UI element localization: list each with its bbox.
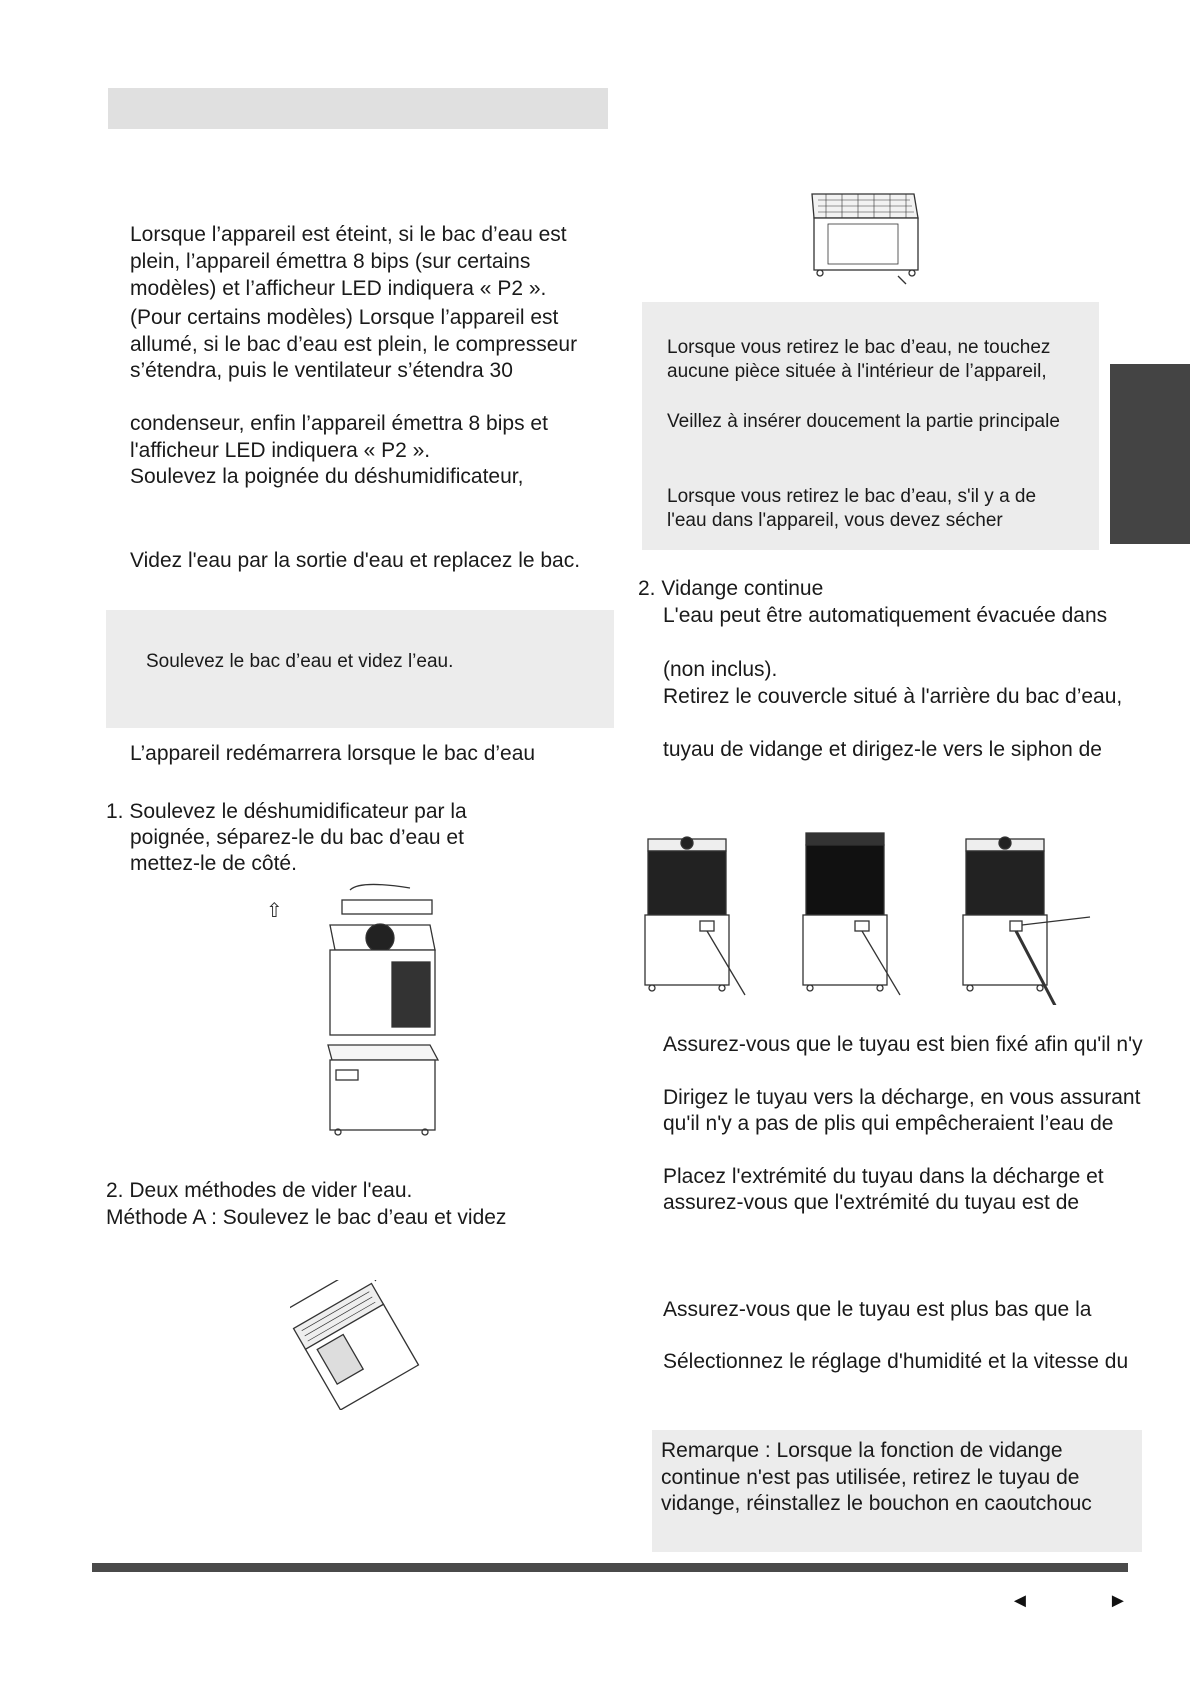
intro-line-2: Soulevez la poignée du déshumidificateur, [130,465,524,488]
step1-line: mettez-le de côté. [130,852,297,875]
step1-line: poignée, séparez-le du bac d’eau et [130,826,464,849]
drain-title: 2. Vidange continue [638,577,824,600]
warning-line: Lorsque vous retirez le bac d’eau, ne touchez [667,337,1051,358]
drain-line: L'eau peut être automatiquement évacuée dans [663,604,1108,627]
hose-line: Assurez-vous que le tuyau est plus bas que la [663,1298,1092,1321]
intro-line: plein, l’appareil émettra 8 bips (sur certains [130,250,531,273]
intro-line: (Pour certains modèles) Lorsque l’appareil est [130,306,559,329]
intro-line: modèles) et l’afficheur LED indiquera « P2 ». [130,277,547,300]
note-box-text: Soulevez le bac d’eau et videz l’eau. [146,651,454,672]
footer-rule [92,1563,1128,1572]
intro-line-2: condenseur, enfin l’appareil émettra 8 bips et [130,412,548,435]
hose-line: qu'il n'y a pas de plis qui empêcheraient l’eau de [663,1112,1114,1135]
tilted-tank-illustration [290,1280,420,1410]
step1-line: 1. Soulevez le déshumidificateur par la [106,800,467,823]
intro-line-2: l'afficheur LED indiquera « P2 ». [130,439,431,462]
warning-line: l'eau dans l'appareil, vous devez sécher [667,510,1003,531]
step2-line: 2. Deux méthodes de vider l'eau. [106,1179,413,1202]
hose-line: Sélectionnez le réglage d'humidité et la vitesse du [663,1350,1129,1373]
hose-line: assurez-vous que l'extrémité du tuyau est de [663,1191,1080,1214]
remark-line: vidange, réinstallez le bouchon en caoutchouc [661,1492,1092,1515]
empty-water-line: Videz l'eau par la sortie d'eau et replacez le bac. [130,549,581,572]
remark-line: Remarque : Lorsque la fonction de vidange [661,1439,1063,1462]
arrow-up-icon: ⇧ [266,900,283,922]
dehumidifier-lift-illustration [320,880,450,1140]
drain-hose-illustrations [640,825,1100,1005]
drain-line: (non inclus). [663,658,778,681]
hose-line: Placez l'extrémité du tuyau dans la décharge et [663,1165,1104,1188]
intro-line: Lorsque l’appareil est éteint, si le bac d’eau est [130,223,567,246]
drain-line: tuyau de vidange et dirigez-le vers le siphon de [663,738,1102,761]
prev-page-icon[interactable]: ◄ [1010,1590,1030,1612]
intro-line: allumé, si le bac d’eau est plein, le compresseur [130,333,578,356]
remark-line: continue n'est pas utilisée, retirez le tuyau de [661,1466,1080,1489]
restart-line: L’appareil redémarrera lorsque le bac d’eau [130,742,536,765]
drain-line: Retirez le couvercle situé à l'arrière du bac d’eau, [663,685,1123,708]
warning-line: Veillez à insérer doucement la partie principale [667,411,1060,432]
warning-line: aucune pièce située à l'intérieur de l’appareil, [667,361,1047,382]
intro-line: s’étendra, puis le ventilateur s’étendra 30 [130,359,513,382]
next-page-icon[interactable]: ► [1108,1590,1128,1612]
hose-line: Assurez-vous que le tuyau est bien fixé afin qu'il n'y [663,1033,1143,1056]
step2-line: Méthode A : Soulevez le bac d’eau et videz [106,1206,507,1229]
warning-line: Lorsque vous retirez le bac d’eau, s'il y a de [667,486,1037,507]
section-header-bar [108,88,608,129]
hose-line: Dirigez le tuyau vers la décharge, en vous assurant [663,1086,1141,1109]
tank-top-illustration [808,184,928,289]
side-tab [1110,364,1190,544]
